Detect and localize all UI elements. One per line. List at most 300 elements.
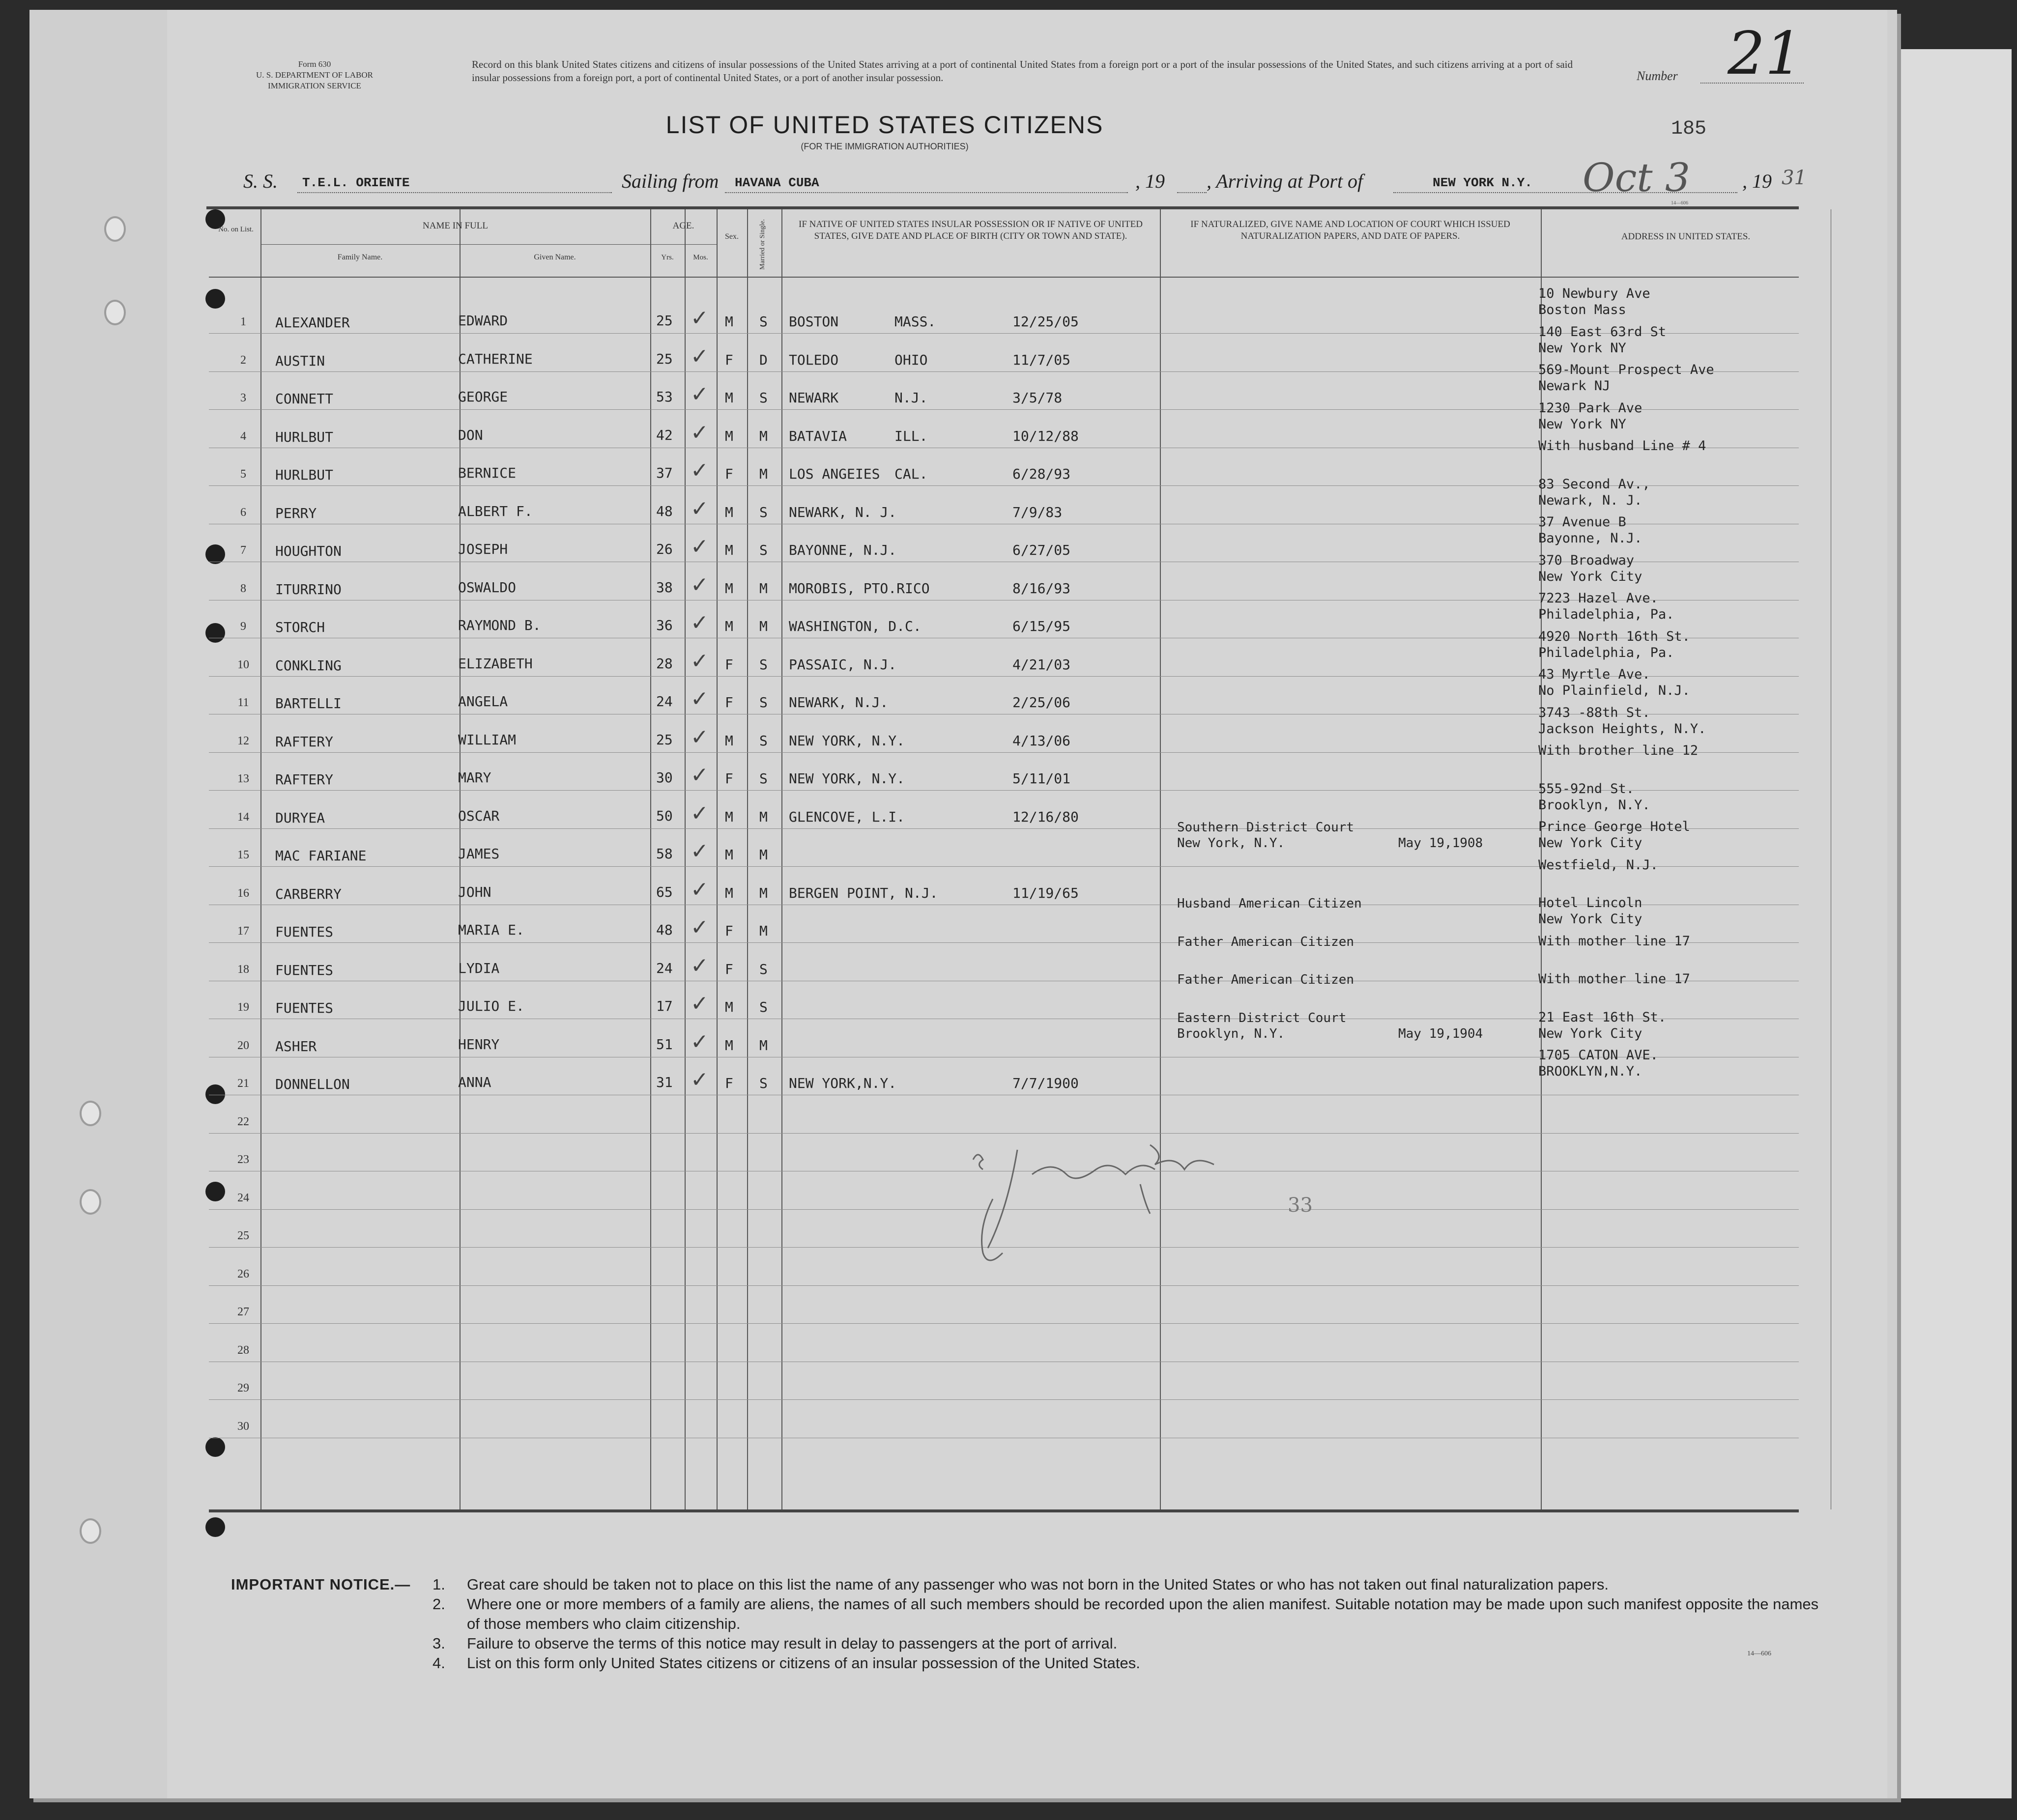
family-name: MAC FARIANE	[275, 848, 367, 864]
check-icon: ✓	[691, 800, 709, 826]
address-line1: 43 Myrtle Ave.	[1538, 667, 1650, 682]
sex: M	[725, 427, 733, 444]
sex: F	[725, 656, 733, 673]
stamp-number: 185	[1671, 118, 1707, 140]
sex: M	[725, 884, 733, 901]
marital-status: S	[759, 770, 768, 787]
address-line1: With husband Line # 4	[1538, 438, 1706, 454]
family-name: HURLBUT	[275, 467, 334, 483]
address-line1: 37 Avenue B	[1538, 514, 1626, 530]
birth-date: 7/7/1900	[1012, 1075, 1079, 1091]
row-number: 6	[240, 506, 246, 519]
sailing-label: Sailing from	[622, 170, 719, 192]
row-number: 28	[237, 1343, 249, 1357]
given-name: WILLIAM	[458, 731, 517, 748]
family-name: FUENTES	[275, 924, 334, 940]
row-rule	[209, 1323, 1799, 1324]
row-number: 2	[240, 353, 246, 367]
check-icon: ✓	[691, 458, 709, 483]
given-name: ANNA	[458, 1074, 491, 1090]
check-icon: ✓	[691, 572, 709, 597]
ss-label: S. S.	[243, 170, 278, 192]
age-years: 36	[656, 617, 673, 633]
marital-status: S	[759, 961, 768, 977]
pencil-mark: 33	[1288, 1194, 1313, 1217]
col-header-yrs: Yrs.	[661, 254, 674, 261]
birth-date: 3/5/78	[1012, 390, 1063, 406]
col-header-given: Given Name.	[534, 253, 576, 261]
column-divider	[260, 209, 261, 1509]
punch-hole	[80, 1189, 101, 1215]
row-number: 16	[237, 886, 249, 900]
address-line1: 1705 CATON AVE.	[1538, 1048, 1658, 1063]
sex: M	[725, 580, 733, 597]
birth-place: NEW YORK, N.Y.	[789, 732, 905, 749]
age-years: 50	[656, 807, 673, 824]
check-icon: ✓	[691, 724, 709, 750]
list-number: 21	[1728, 20, 1803, 88]
column-divider	[781, 209, 782, 1509]
notice-item: 3. Failure to observe the terms of this notice may result in delay to passengers at the port of arrival.	[432, 1635, 1118, 1652]
birth-date: 11/19/65	[1012, 884, 1079, 901]
top-form-code: 14—606	[1671, 200, 1688, 206]
address-line2: New York City	[1538, 569, 1642, 584]
voyage-line	[243, 167, 1807, 199]
birth-date: 2/25/06	[1012, 694, 1071, 711]
row-number: 9	[240, 620, 246, 633]
number-label: Number	[1637, 69, 1678, 83]
row-number: 30	[237, 1420, 249, 1433]
marital-status: M	[759, 808, 768, 825]
row-number: 15	[237, 849, 249, 861]
sex: M	[725, 1037, 733, 1053]
family-name: FUENTES	[275, 962, 334, 978]
age-years: 30	[656, 769, 673, 786]
family-name: BARTELLI	[275, 695, 342, 711]
check-icon: ✓	[691, 763, 709, 788]
birth-date: 12/25/05	[1012, 313, 1079, 330]
birth-date: 12/16/80	[1012, 808, 1079, 825]
top-notice: Record on this blank United States citizens and citizens of insular possessions of the United States arriving at a port of continental United States from a foreign port or a port of the insular possessions of the United States, and such citizens arriving at a port of said insular possessions from a foreign port, a port of continental United States, or a port of another insular possession.	[472, 58, 1573, 84]
row-number: 7	[240, 544, 246, 557]
address-line1: 10 Newbury Ave	[1538, 286, 1650, 301]
address-line1: 555-92nd St.	[1538, 781, 1635, 796]
birth-place: MOROBIS, PTO.RICO	[789, 580, 930, 597]
row-rule	[209, 1399, 1799, 1400]
family-name: HURLBUT	[275, 428, 334, 445]
handwritten-year: 31	[1782, 167, 1807, 189]
marital-status: S	[759, 313, 768, 330]
address-line2: Newark, N. J.	[1538, 492, 1642, 508]
check-icon: ✓	[691, 610, 709, 635]
age-years: 58	[656, 846, 673, 862]
family-name: ALEXANDER	[275, 314, 350, 331]
notice-item: 4. List on this form only United States citizens or citizens of an insular possession of the United States.	[432, 1654, 1140, 1672]
age-years: 51	[656, 1036, 673, 1052]
address-line1: 7223 Hazel Ave.	[1538, 591, 1658, 606]
birth-state: OHIO	[894, 351, 928, 368]
address-line1: 83 Second Av.,	[1538, 476, 1650, 492]
page-subtitle: (FOR THE IMMIGRATION AUTHORITIES)	[801, 142, 969, 151]
family-name: DONNELLON	[275, 1076, 350, 1092]
naturalization-court: Southern District Court	[1177, 820, 1354, 835]
year-underline	[1177, 192, 1207, 193]
sex: M	[725, 999, 733, 1015]
age-years: 28	[656, 655, 673, 672]
row-number: 21	[237, 1077, 249, 1090]
sex: M	[725, 732, 733, 749]
sex: F	[725, 923, 733, 939]
address-line1: 569-Mount Prospect Ave	[1538, 362, 1714, 377]
birth-place: WASHINGTON, D.C.	[789, 618, 922, 634]
col-header-mos: Mos.	[693, 254, 708, 261]
punch-hole	[205, 623, 225, 643]
birth-state: MASS.	[894, 313, 936, 330]
address-line1: 3743 -88th St.	[1538, 705, 1650, 720]
marital-status: S	[759, 732, 768, 749]
marital-status: M	[759, 618, 768, 634]
row-number: 20	[237, 1039, 249, 1052]
age-years: 48	[656, 922, 673, 938]
birth-date: 5/11/01	[1012, 770, 1071, 787]
birth-date: 6/28/93	[1012, 466, 1071, 482]
family-name: HOUGHTON	[275, 543, 342, 559]
row-number: 19	[237, 1001, 249, 1014]
naturalization-court: Eastern District Court	[1177, 1010, 1347, 1025]
address-line2: Philadelphia, Pa.	[1538, 645, 1674, 660]
col-header-naturalized: IF NATURALIZED, GIVE NAME AND LOCATION OF COURT WHICH ISSUED NATURALIZATION PAPERS, AND DATE OF PAPERS.	[1190, 219, 1510, 241]
sex: M	[725, 808, 733, 825]
birth-place: BATAVIA	[789, 427, 847, 444]
row-number: 4	[240, 429, 246, 443]
family-name: ITURRINO	[275, 581, 342, 597]
given-name: RAYMOND B.	[458, 617, 541, 633]
birth-place: NEWARK	[789, 390, 839, 406]
age-years: 25	[656, 350, 673, 367]
address-line2: New York NY	[1538, 340, 1626, 356]
naturalization-location: New York, N.Y.	[1177, 836, 1285, 851]
check-icon: ✓	[691, 877, 709, 902]
punch-hole	[205, 1437, 225, 1457]
age-years: 26	[656, 541, 673, 557]
col-header-address: ADDRESS IN UNITED STATES.	[1621, 231, 1751, 242]
punch-hole	[104, 216, 126, 242]
check-icon: ✓	[691, 686, 709, 711]
check-icon: ✓	[691, 534, 709, 559]
birth-date: 7/9/83	[1012, 504, 1063, 520]
row-number: 17	[237, 925, 249, 938]
naturalization-location: Brooklyn, N.Y.	[1177, 1026, 1285, 1041]
sex: F	[725, 351, 733, 368]
address-line2: New York City	[1538, 911, 1642, 927]
address-line1: 4920 North 16th St.	[1538, 628, 1690, 644]
address-line1: 21 East 16th St.	[1538, 1009, 1667, 1025]
naturalization-court: Father American Citizen	[1177, 972, 1354, 987]
age-years: 17	[656, 998, 673, 1014]
family-name: ASHER	[275, 1038, 317, 1054]
given-name: MARY	[458, 769, 491, 786]
check-icon: ✓	[691, 991, 709, 1016]
row-number: 11	[237, 696, 249, 709]
age-subheader-rule	[650, 244, 717, 245]
sailing-from: HAVANA CUBA	[735, 175, 819, 190]
given-name: CATHERINE	[458, 350, 533, 367]
marital-status: M	[759, 580, 768, 597]
given-name: JOHN	[458, 883, 491, 900]
given-name: EDWARD	[458, 313, 508, 329]
birth-date: 4/21/03	[1012, 656, 1071, 673]
punch-hole	[80, 1518, 101, 1544]
marital-status: D	[759, 351, 768, 368]
age-years: 65	[656, 883, 673, 900]
family-name: RAFTERY	[275, 771, 334, 788]
address-line2: Boston Mass	[1538, 302, 1626, 317]
marital-status: M	[759, 884, 768, 901]
address-line1: With mother line 17	[1538, 971, 1690, 987]
birth-place: PASSAIC, N.J.	[789, 656, 897, 673]
marital-status: S	[759, 1075, 768, 1091]
address-line1: 370 Broadway	[1538, 552, 1635, 568]
address-line1: Prince George Hotel	[1538, 819, 1690, 834]
ship-underline	[297, 192, 612, 193]
given-name: ANGELA	[458, 693, 508, 710]
age-years: 25	[656, 313, 673, 329]
age-years: 53	[656, 389, 673, 405]
check-icon: ✓	[691, 839, 709, 864]
age-years: 25	[656, 731, 673, 748]
year-prefix: , 19	[1135, 170, 1165, 192]
check-icon: ✓	[691, 496, 709, 521]
given-name: ELIZABETH	[458, 655, 533, 672]
age-years: 37	[656, 465, 673, 481]
birth-date: 11/7/05	[1012, 351, 1071, 368]
sex: M	[725, 313, 733, 330]
footer-form-code: 14—606	[1747, 1650, 1771, 1657]
given-name: OSCAR	[458, 807, 500, 824]
col-header-married: Married or Single.	[759, 219, 766, 270]
marital-status: M	[759, 847, 768, 863]
year2-prefix: , 19	[1742, 170, 1772, 192]
row-number: 22	[237, 1115, 249, 1128]
marital-status: S	[759, 656, 768, 673]
age-years: 38	[656, 579, 673, 596]
family-name: CONKLING	[275, 657, 342, 674]
address-line2: New York City	[1538, 1025, 1642, 1041]
department-name: U. S. DEPARTMENT OF LABOR	[256, 70, 373, 80]
marital-status: S	[759, 542, 768, 558]
address-line2: Brooklyn, N.Y.	[1538, 797, 1650, 813]
check-icon: ✓	[691, 382, 709, 407]
family-name: CONNETT	[275, 391, 334, 407]
header-bottom-rule	[209, 277, 1799, 278]
address-line2: Jackson Heights, N.Y.	[1538, 721, 1706, 737]
sex: M	[725, 542, 733, 558]
family-name: AUSTIN	[275, 352, 325, 369]
table-bottom-rule	[209, 1509, 1799, 1512]
col-header-no: No. on List.	[218, 226, 254, 233]
birth-state: CAL.	[894, 466, 928, 482]
birth-place: LOS ANGEIES	[789, 466, 880, 482]
row-number: 25	[237, 1229, 249, 1242]
address-line2: New York City	[1538, 835, 1642, 851]
row-number: 3	[240, 392, 246, 404]
marital-status: S	[759, 504, 768, 520]
given-name: LYDIA	[458, 960, 500, 976]
sex: F	[725, 694, 733, 711]
age-years: 24	[656, 960, 673, 976]
naturalization-date: May 19,1908	[1398, 836, 1483, 851]
family-name: PERRY	[275, 505, 317, 521]
birth-place: GLENCOVE, L.I.	[789, 808, 905, 825]
punch-hole	[205, 1084, 225, 1104]
check-icon: ✓	[691, 343, 709, 369]
row-number: 10	[237, 658, 249, 671]
name-subheader-rule	[260, 244, 650, 245]
birth-date: 6/27/05	[1012, 542, 1071, 558]
arrival-port: NEW YORK N.Y.	[1433, 175, 1532, 190]
row-number: 1	[240, 315, 246, 328]
marital-status: M	[759, 427, 768, 444]
marital-status: M	[759, 1037, 768, 1053]
age-years: 42	[656, 427, 673, 443]
sex: F	[725, 1075, 733, 1091]
row-number: 14	[237, 810, 249, 824]
sex: M	[725, 390, 733, 406]
column-divider	[650, 209, 651, 1509]
punch-hole	[205, 289, 225, 309]
punch-hole	[205, 544, 225, 564]
check-icon: ✓	[691, 953, 709, 978]
birth-place: NEWARK, N.J.	[789, 694, 889, 711]
given-name: JOSEPH	[458, 541, 508, 557]
column-divider	[1160, 209, 1161, 1509]
col-header-sex: Sex.	[725, 232, 739, 241]
handwritten-date: Oct 3	[1583, 155, 1690, 200]
arriving-label: , Arriving at Port of	[1207, 170, 1363, 192]
marital-status: S	[759, 390, 768, 406]
birth-date: 6/15/95	[1012, 618, 1071, 634]
given-name: MARIA E.	[458, 922, 524, 938]
birth-date: 4/13/06	[1012, 732, 1071, 749]
ship-name: T.E.L. ORIENTE	[302, 175, 410, 190]
given-name: DON	[458, 427, 483, 443]
check-icon: ✓	[691, 648, 709, 674]
important-notice-heading: IMPORTANT NOTICE.—	[231, 1576, 411, 1593]
birth-place: NEW YORK,N.Y.	[789, 1075, 897, 1091]
row-number: 18	[237, 963, 249, 976]
row-number: 27	[237, 1306, 249, 1318]
sex: F	[725, 961, 733, 977]
check-icon: ✓	[691, 915, 709, 940]
birth-place: NEW YORK, N.Y.	[789, 770, 905, 787]
inspector-signature	[963, 1130, 1239, 1273]
col-header-birth: IF NATIVE OF UNITED STATES INSULAR POSSESSION OR IF NATIVE OF UNITED STATES, GIVE DATE AND PLACE OF BIRTH (CITY OR TOWN AND STATE).	[799, 219, 1143, 241]
birth-date: 10/12/88	[1012, 427, 1079, 444]
marital-status: S	[759, 694, 768, 711]
page-title: LIST OF UNITED STATES CITIZENS	[665, 111, 1104, 139]
address-line2: Bayonne, N.J.	[1538, 531, 1642, 546]
row-number: 29	[237, 1382, 249, 1394]
column-divider	[747, 209, 748, 1509]
row-rule	[209, 1285, 1799, 1286]
address-line2: Newark NJ	[1538, 378, 1611, 394]
col-header-name: NAME IN FULL	[423, 221, 488, 231]
row-number: 5	[240, 468, 246, 481]
birth-place: NEWARK, N. J.	[789, 504, 897, 520]
sex: F	[725, 770, 733, 787]
form-number: Form 630	[298, 59, 331, 69]
column-divider	[685, 209, 686, 1509]
birth-date: 8/16/93	[1012, 580, 1071, 597]
birth-place: TOLEDO	[789, 351, 839, 368]
punch-hole	[104, 300, 126, 325]
notice-item: 2. Where one or more members of a family are aliens, the names of all such members should be recorded upon the alien manifest. Suitable notation may be made upon such manifest opposite the names of those members who claim citizenship.	[432, 1595, 1819, 1632]
address-line2: Philadelphia, Pa.	[1538, 607, 1674, 622]
birth-place: BAYONNE, N.J.	[789, 542, 897, 558]
sex: M	[725, 504, 733, 520]
naturalization-court: Husband American Citizen	[1177, 896, 1362, 911]
address-line1: With mother line 17	[1538, 933, 1690, 949]
given-name: HENRY	[458, 1036, 500, 1052]
marital-status: S	[759, 999, 768, 1015]
service-name: IMMIGRATION SERVICE	[268, 81, 361, 90]
birth-state: N.J.	[894, 390, 928, 406]
given-name: JULIO E.	[458, 998, 524, 1014]
sailing-underline	[725, 192, 1128, 193]
family-name: FUENTES	[275, 1000, 334, 1016]
row-number: 8	[240, 582, 246, 595]
punch-hole	[205, 1517, 225, 1537]
family-name: DURYEA	[275, 809, 325, 826]
family-name: STORCH	[275, 619, 325, 635]
birth-place: BOSTON	[789, 313, 839, 330]
row-number: 13	[237, 772, 249, 785]
naturalization-court: Father American Citizen	[1177, 934, 1354, 949]
birth-place: BERGEN POINT, N.J.	[789, 884, 938, 901]
family-name: CARBERRY	[275, 885, 342, 902]
given-name: ALBERT F.	[458, 503, 533, 519]
address-line2: New York NY	[1538, 416, 1626, 432]
age-years: 31	[656, 1074, 673, 1090]
address-line1: 1230 Park Ave	[1538, 400, 1642, 416]
sex: M	[725, 618, 733, 634]
naturalization-date: May 19,1904	[1398, 1026, 1483, 1041]
row-number: 12	[237, 734, 249, 747]
row-number: 23	[237, 1153, 249, 1166]
check-icon: ✓	[691, 306, 709, 331]
table-top-rule	[206, 206, 1799, 209]
address-line2: BROOKLYN,N.Y.	[1538, 1064, 1642, 1079]
check-icon: ✓	[691, 1067, 709, 1092]
given-name: GEORGE	[458, 389, 508, 405]
given-name: JAMES	[458, 846, 500, 862]
col-header-age: AGE.	[672, 221, 694, 231]
form-identifier	[211, 59, 418, 91]
family-name: RAFTERY	[275, 733, 334, 750]
address-line1: Hotel Lincoln	[1538, 895, 1642, 910]
punch-hole	[205, 1182, 225, 1201]
address-line2: No Plainfield, N.J.	[1538, 683, 1690, 698]
marital-status: M	[759, 923, 768, 939]
col-header-family: Family Name.	[337, 253, 383, 261]
column-divider	[717, 209, 718, 1509]
sex: F	[725, 466, 733, 482]
address-line1: Westfield, N.J.	[1538, 857, 1658, 873]
age-years: 24	[656, 693, 673, 710]
marital-status: M	[759, 466, 768, 482]
row-number: 26	[237, 1267, 249, 1280]
notice-item: 1. Great care should be taken not to place on this list the name of any passenger who was not born in the United States or who has not taken out final naturalization papers.	[432, 1576, 1609, 1593]
